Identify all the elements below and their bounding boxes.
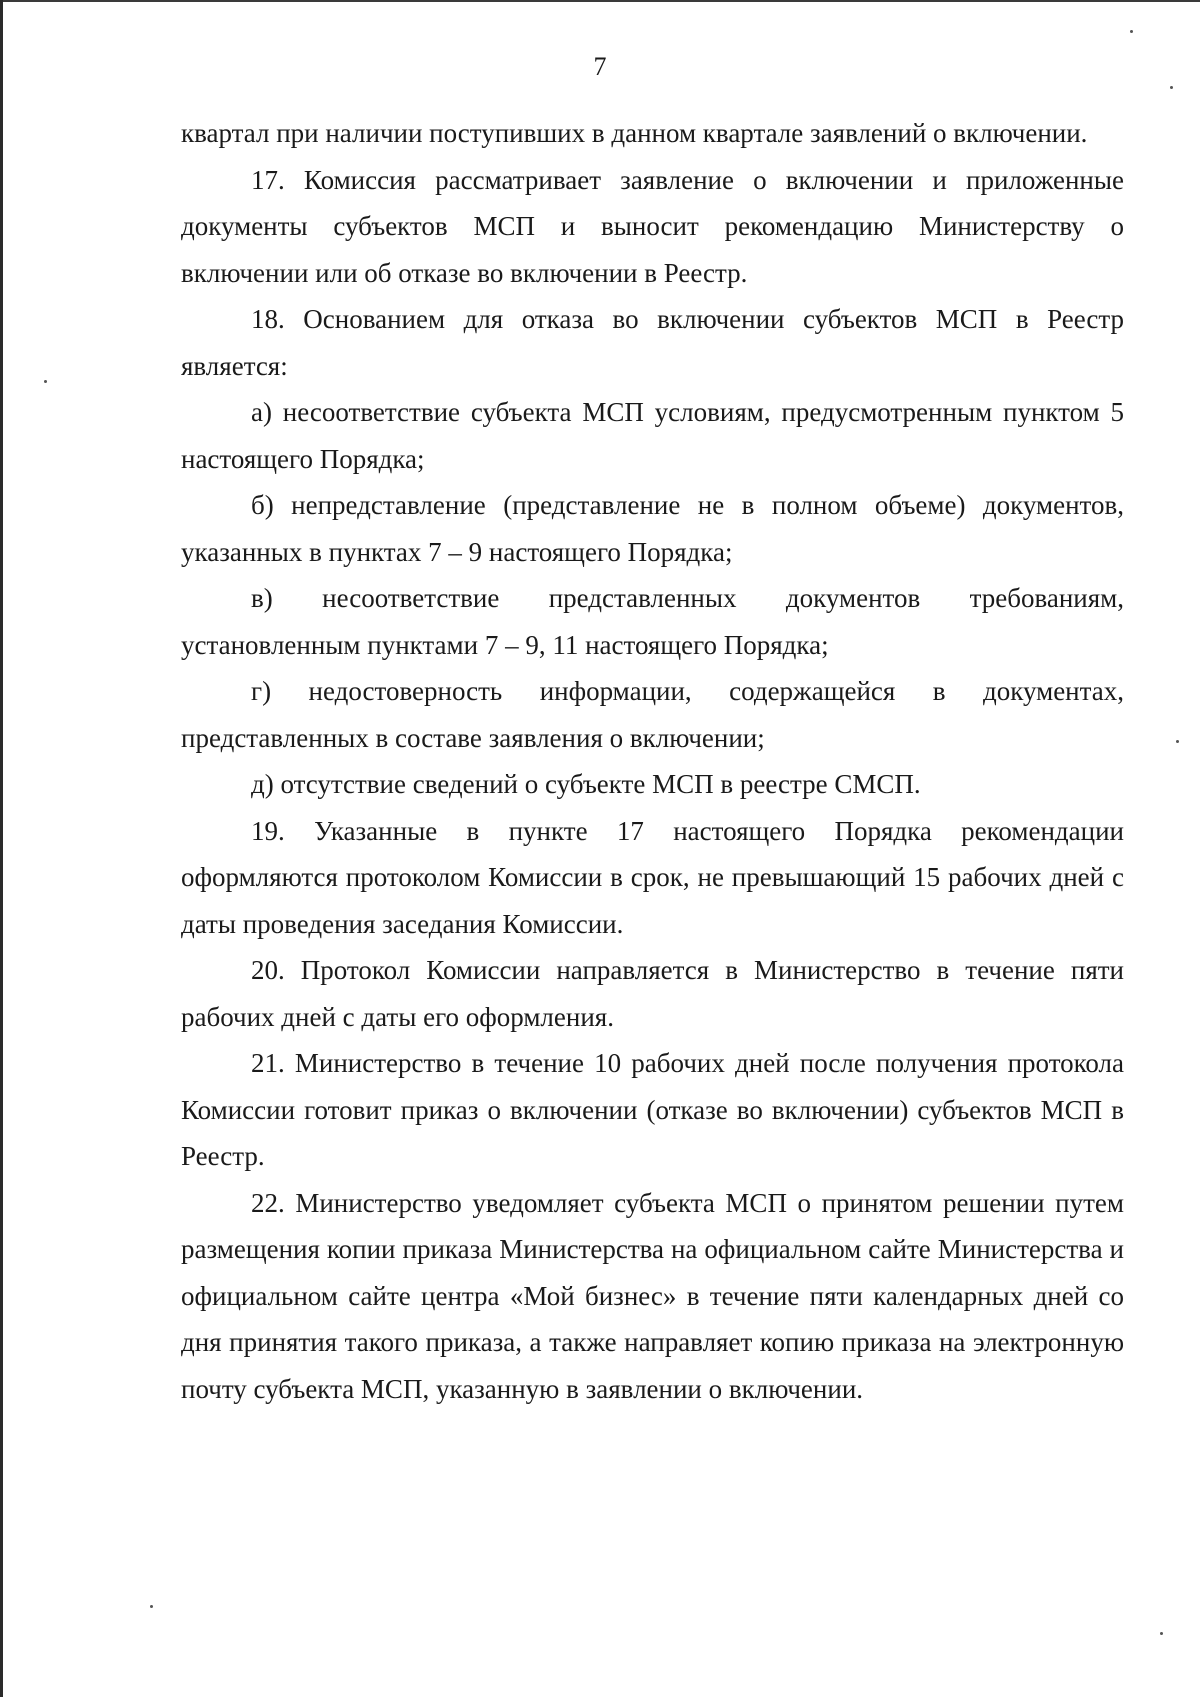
paragraph-item-22: 22. Министерство уведомляет субъекта МСП о принятом решении путем размещения копии приказа Министерства на официальном сайте Министерства и официальном сайте центра «Мой бизнес» в течение пяти календарных дней со дня принятия такого приказа, а также направляет копию приказа на электронную почту субъекта МСП, указанную в заявлении о включении. (181, 1187, 1124, 1404)
scan-speck (1170, 86, 1173, 89)
scan-speck (1160, 1632, 1163, 1635)
scan-speck (1176, 740, 1179, 743)
paragraph-subitem-v: в) несоответствие представленных документов требованиям, установленным пунктами 7 – 9, 11 настоящего Порядка; (181, 583, 1124, 660)
paragraph-item-19: 19. Указанные в пункте 17 настоящего Порядка рекомендации оформляются протоколом Комиссии в срок, не превышающий 15 рабочих дней с даты проведения заседания Комиссии. (181, 815, 1124, 939)
paragraph-subitem-g: г) недостоверность информации, содержащейся в документах, представленных в составе заявления о включении; (181, 676, 1124, 753)
paragraph-continuation: квартал при наличии поступивших в данном квартале заявлений о включении. (181, 118, 1088, 148)
paragraph-item-18: 18. Основанием для отказа во включении субъектов МСП в Реестр является: (181, 304, 1124, 381)
scan-speck (1130, 30, 1133, 33)
document-body (181, 110, 1124, 1412)
paragraph-subitem-a: а) несоответствие субъекта МСП условиям, предусмотренным пунктом 5 настоящего Порядка; (181, 397, 1124, 474)
scan-edge-left (0, 0, 3, 1697)
scan-speck (44, 380, 47, 383)
page-number: 7 (593, 52, 607, 81)
paragraph-subitem-b: б) непредставление (представление не в полном объеме) документов, указанных в пунктах 7 – 9 настоящего Порядка; (181, 490, 1124, 567)
paragraph-item-17: 17. Комиссия рассматривает заявление о включении и приложенные документы субъектов МСП и выносит рекомендацию Министерству о включении или об отказе во включении в Реестр. (181, 164, 1124, 288)
scan-edge-top (0, 0, 1200, 2)
paragraph-item-21: 21. Министерство в течение 10 рабочих дней после получения протокола Комиссии готовит приказ о включении (отказе во включении) субъектов МСП в Реестр. (181, 1048, 1124, 1171)
paragraph-subitem-d: д) отсутствие сведений о субъекте МСП в реестре СМСП. (251, 769, 921, 799)
paragraph-item-20: 20. Протокол Комиссии направляется в Министерство в течение пяти рабочих дней с даты его оформления. (181, 955, 1124, 1032)
scan-speck (150, 1605, 153, 1608)
